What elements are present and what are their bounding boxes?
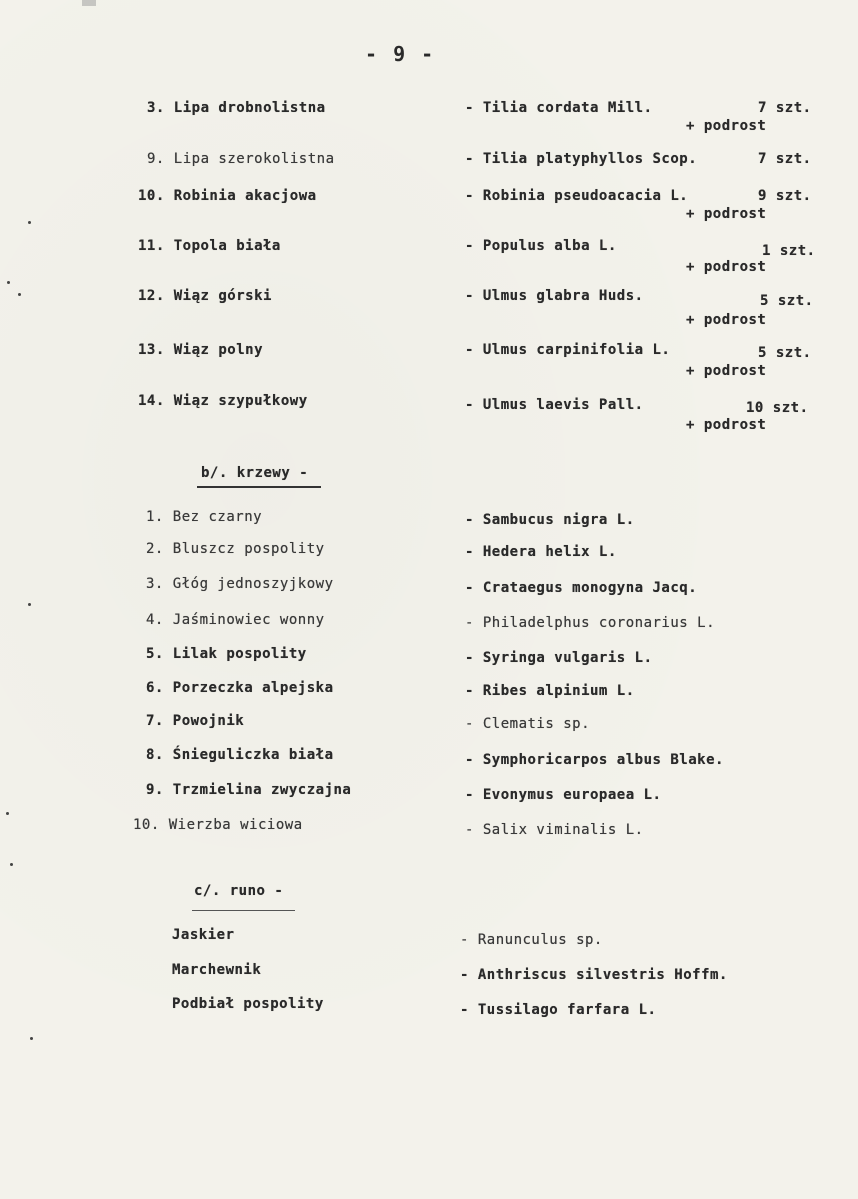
herbs-heading-underline — [192, 910, 295, 911]
paper-speck — [30, 1037, 33, 1040]
tree-polish-name: 9. Lipa szerokolistna — [147, 151, 335, 167]
shrub-polish-name: 7. Powojnik — [146, 713, 245, 729]
tree-quantity: 10 szt. — [746, 400, 809, 416]
tree-polish-name: 10. Robinia akacjowa — [138, 188, 317, 204]
tree-polish-name: 14. Wiąz szypułkowy — [138, 393, 308, 409]
paper-speck — [28, 221, 31, 224]
paper-speck — [18, 293, 21, 296]
shrub-latin-name: - Sambucus nigra L. — [465, 512, 635, 528]
tree-latin-name: - Ulmus laevis Pall. — [465, 397, 644, 413]
tree-extra: + podrost — [686, 417, 767, 433]
shrub-polish-name: 8. Śnieguliczka biała — [146, 747, 334, 763]
tree-polish-name: 13. Wiąz polny — [138, 342, 264, 358]
shrub-polish-name: 6. Porzeczka alpejska — [146, 680, 334, 696]
shrub-polish-name: 10. Wierzba wiciowa — [133, 817, 303, 833]
paper-mark — [82, 0, 96, 6]
shrub-latin-name: - Syringa vulgaris L. — [465, 650, 653, 666]
paper-speck — [28, 603, 31, 606]
tree-quantity: 5 szt. — [760, 293, 814, 309]
tree-extra: + podrost — [686, 259, 767, 275]
tree-extra: + podrost — [686, 206, 767, 222]
shrub-polish-name: 5. Lilak pospolity — [146, 646, 307, 662]
tree-polish-name: 12. Wiąz górski — [138, 288, 272, 304]
page-number: - 9 - — [365, 42, 436, 66]
tree-polish-name: 3. Lipa drobnolistna — [147, 100, 326, 116]
shrub-polish-name: 1. Bez czarny — [146, 509, 263, 525]
shrub-latin-name: - Salix viminalis L. — [465, 822, 644, 838]
paper-speck — [7, 281, 10, 284]
shrub-latin-name: - Philadelphus coronarius L. — [465, 615, 716, 631]
tree-extra: + podrost — [686, 118, 767, 134]
tree-quantity: 9 szt. — [758, 188, 812, 204]
herb-latin-name: - Tussilago farfara L. — [460, 1002, 657, 1018]
shrub-latin-name: - Hedera helix L. — [465, 544, 617, 560]
shrubs-heading: b/. krzewy - — [201, 465, 309, 481]
tree-quantity: 7 szt. — [758, 100, 812, 116]
shrub-polish-name: 9. Trzmielina zwyczajna — [146, 782, 352, 798]
tree-latin-name: - Tilia platyphyllos Scop. — [465, 151, 698, 167]
paper-speck — [10, 863, 13, 866]
tree-latin-name: - Tilia cordata Mill. — [465, 100, 653, 116]
herb-latin-name: - Ranunculus sp. — [460, 932, 603, 948]
tree-extra: + podrost — [686, 312, 767, 328]
tree-quantity: 7 szt. — [758, 151, 812, 167]
paper-speck — [6, 812, 9, 815]
tree-latin-name: - Ulmus carpinifolia L. — [465, 342, 671, 358]
herb-latin-name: - Anthriscus silvestris Hoffm. — [460, 967, 728, 983]
shrub-latin-name: - Clematis sp. — [465, 716, 591, 732]
shrub-latin-name: - Crataegus monogyna Jacq. — [465, 580, 698, 596]
tree-latin-name: - Ulmus glabra Huds. — [465, 288, 644, 304]
tree-latin-name: - Populus alba L. — [465, 238, 617, 254]
shrub-latin-name: - Ribes alpinium L. — [465, 683, 635, 699]
tree-quantity: 5 szt. — [758, 345, 812, 361]
shrubs-heading-underline — [197, 486, 321, 488]
shrub-polish-name: 2. Bluszcz pospolity — [146, 541, 325, 557]
herb-polish-name: Jaskier — [172, 927, 235, 943]
tree-polish-name: 11. Topola biała — [138, 238, 281, 254]
tree-quantity: 1 szt. — [762, 243, 816, 259]
shrub-polish-name: 3. Głóg jednoszyjkowy — [146, 576, 334, 592]
herb-polish-name: Marchewnik — [172, 962, 262, 978]
tree-latin-name: - Robinia pseudoacacia L. — [465, 188, 689, 204]
shrub-latin-name: - Evonymus europaea L. — [465, 787, 662, 803]
herbs-heading: c/. runo - — [194, 883, 284, 899]
herb-polish-name: Podbiał pospolity — [172, 996, 324, 1012]
shrub-latin-name: - Symphoricarpos albus Blake. — [465, 752, 724, 768]
shrub-polish-name: 4. Jaśminowiec wonny — [146, 612, 325, 628]
tree-extra: + podrost — [686, 363, 767, 379]
